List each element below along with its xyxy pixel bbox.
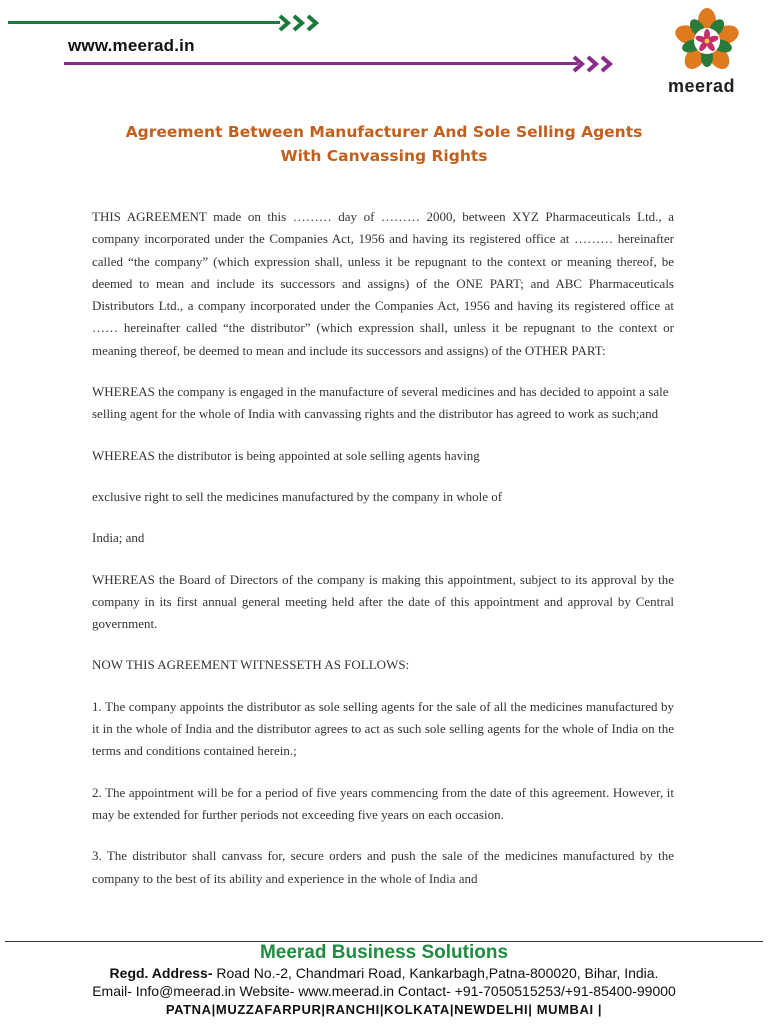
title-line-2: With Canvassing Rights	[280, 147, 488, 165]
paragraph-exclusive-right: exclusive right to sell the medicines manufactured by the company in whole of	[92, 488, 503, 504]
title-line-1: Agreement Between Manufacturer And Sole Selling Agents	[125, 123, 643, 141]
green-chevrons-icon	[278, 14, 326, 32]
logo-wordmark: meerad	[668, 76, 736, 96]
paragraph-india: India; and	[92, 530, 145, 546]
address-text: Road No.-2, Chandmari Road, Kankarbagh,Patna-800020, Bihar, India.	[212, 965, 659, 981]
document-title	[0, 120, 768, 168]
paragraph-whereas-3: WHEREAS the Board of Directors of the company is making this appointment, subject to its approval by the company in its first annual general meeting held after the date of this appointment and approval by Central government.	[92, 571, 674, 632]
clause-2: 2. The appointment will be for a period of five years commencing from the date of this agreement. However, it may be extended for further periods not exceeding five years on each occasion.	[92, 784, 674, 822]
footer-cities: PATNA|MUZZAFARPUR|RANCHI|KOLKATA|NEWDELHI| MUMBAI |	[165, 1002, 603, 1017]
paragraph-whereas-2: WHEREAS the distributor is being appointed at sole selling agents having	[92, 447, 480, 463]
clause-1: 1. The company appoints the distributor as sole selling agents for the sale of all the medicines manufactured by it in the whole of India and the distributor agrees to act as such sole selling agents for the whole of India on the terms and conditions contained herein.;	[92, 698, 674, 759]
footer-contact: Email- Info@meerad.in Website- www.meerad.in Contact- +91-7050515253/+91-85400-99000	[92, 983, 676, 999]
address-label: Regd. Address-	[109, 965, 213, 981]
footer-address	[0, 965, 768, 981]
paragraph-preamble: THIS AGREEMENT made on this ……… day of ……… 2000, between XYZ Pharmaceuticals Ltd., a company incorporated under the Companies Act, 1956 and having its registered office at ……… hereinafter called “the company” (which expression shall, unless it be repugnant to the context or meaning thereof, be deemed to mean and include its successors and assigns) of the ONE PART; and ABC Pharmaceuticals Distributors Ltd., a company incorporated under the Companies Act, 1956 and having its registered office at …… hereinafter called “the distributor” (which expression shall, unless it be repugnant to the context or meaning thereof, be deemed to mean and include its successors and assigns) of the OTHER PART:	[92, 209, 674, 358]
paragraph-witnesseth: NOW THIS AGREEMENT WITNESSETH AS FOLLOWS:	[92, 657, 410, 673]
purple-chevrons-icon	[572, 55, 620, 73]
site-url[interactable]: www.meerad.in	[68, 36, 195, 55]
header-purple-line	[64, 62, 578, 65]
paragraph-whereas-1: WHEREAS the company is engaged in the manufacture of several medicines and has decided to appoint a sale selling agent for the whole of India with canvassing rights and the distributor has agreed to work as such;and	[92, 384, 669, 422]
header-green-line	[8, 21, 280, 24]
meerad-flower-logo-icon	[672, 8, 742, 74]
footer-company-name: Meerad Business Solutions	[259, 942, 509, 963]
clause-3: 3. The distributor shall canvass for, secure orders and push the sale of the medicines manufactured by the company to the best of its ability and experience in the whole of India and	[92, 848, 674, 886]
agreement-body	[92, 206, 674, 909]
